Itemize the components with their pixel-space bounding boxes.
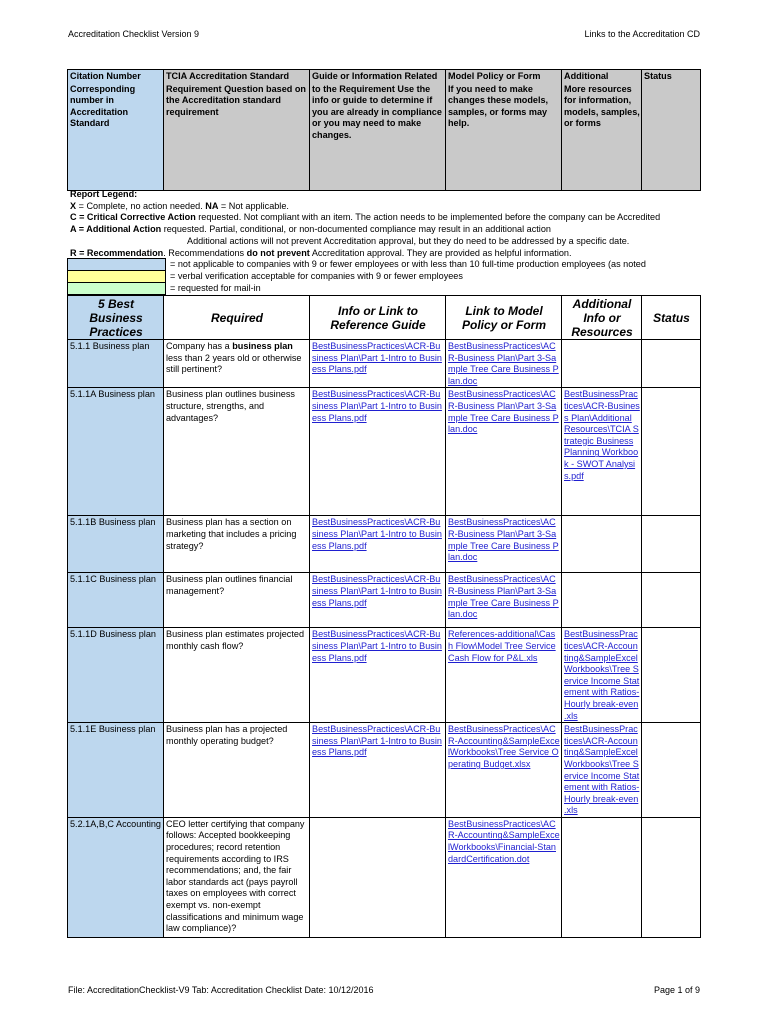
citation-cell: 5.1.1D Business plan (68, 628, 164, 723)
required-cell: Company has a business plan less than 2 years old or otherwise still pertinent? (164, 340, 310, 388)
status-cell[interactable] (642, 628, 701, 723)
citation-cell: 5.1.1C Business plan (68, 573, 164, 628)
col-required-header: Required (164, 296, 310, 340)
legend-swatch-yellow-text: = verbal verification acceptable for companies with 9 or fewer employees (170, 271, 463, 281)
table-row (68, 573, 701, 628)
info-link[interactable]: BestBusinessPractices\ACR-Business Plan\Part 1-Intro to Business Plans.pdf (312, 574, 442, 608)
info-link[interactable]: BestBusinessPractices\ACR-Business Plan\Part 1-Intro to Business Plans.pdf (312, 629, 442, 663)
guide-model-title: Model Policy or Form (446, 70, 562, 83)
model-link[interactable]: BestBusinessPractices\ACR-Business Plan\Part 3-Sample Tree Care Business Plan.doc (448, 389, 559, 435)
required-cell: Business plan estimates projected monthly cash flow? (164, 628, 310, 723)
guide-requirement-title: TCIA Accreditation Standard (164, 70, 310, 83)
guide-additional-title: Additional (562, 70, 642, 83)
checklist-table (67, 295, 701, 938)
legend-swatch-green (67, 282, 166, 295)
model-link[interactable]: BestBusinessPractices\ACR-Business Plan\Part 3-Sample Tree Care Business Plan.doc (448, 574, 559, 620)
table-row (68, 723, 701, 818)
col-model-header: Link to Model Policy or Form (446, 296, 562, 340)
guide-citation-title: Citation Number (68, 70, 164, 83)
guide-citation-desc: Corresponding number in Accreditation Standard (68, 83, 164, 191)
guide-info-desc: to the Requirement Use the info or guide to determine if you are already in compliance or you may need to make changes. (310, 83, 446, 191)
citation-cell: 5.1.1B Business plan (68, 516, 164, 573)
legend-swatch-blue (67, 258, 166, 271)
additional-link[interactable]: BestBusinessPractices\ACR-Accounting&SampleExcelWorkbooks\Tree Service Income Statement with Ratios-Hourly break-even .xls (564, 724, 640, 816)
legend-c-line: C = Critical Corrective Action requested. Not compliant with an item. The action needs to be implemented before the company can be Accredited (70, 212, 661, 223)
required-cell: Business plan has a projected monthly operating budget? (164, 723, 310, 818)
table-row (68, 516, 701, 573)
additional-cell (562, 340, 642, 388)
citation-cell: 5.1.1 Business plan (68, 340, 164, 388)
citation-cell: 5.1.1E Business plan (68, 723, 164, 818)
legend-swatch-blue-text: = not applicable to companies with 9 or fewer employees or with less than 10 full-time production employees (as noted (170, 259, 646, 269)
table-row (68, 817, 701, 937)
legend-a-line: A = Additional Action requested. Partial, conditional, or non-documented compliance may result in an additional action (70, 224, 551, 235)
citation-cell: 5.2.1A,B,C Accounting (68, 817, 164, 937)
required-cell: Business plan outlines business structure, strengths, and advantages? (164, 388, 310, 516)
col-additional-header: Additional Info or Resources (562, 296, 642, 340)
table-row (68, 388, 701, 516)
guide-status-title: Status (642, 70, 701, 83)
table-row (68, 340, 701, 388)
info-link[interactable]: BestBusinessPractices\ACR-Business Plan\Part 1-Intro to Business Plans.pdf (312, 517, 442, 551)
header-left: Accreditation Checklist Version 9 (68, 29, 200, 39)
info-link[interactable]: BestBusinessPractices\ACR-Business Plan\Part 1-Intro to Business Plans.pdf (312, 724, 442, 758)
info-cell (310, 817, 446, 937)
legend-swatch-green-text: = requested for mail-in (170, 283, 261, 293)
additional-cell (562, 817, 642, 937)
status-cell[interactable] (642, 573, 701, 628)
status-cell[interactable] (642, 388, 701, 516)
guide-additional-desc: More resources for information, models, samples, or forms (562, 83, 642, 191)
legend-r-line: R = Recommendation. Recommendations do not prevent Accreditation approval. They are provided as helpful information. (70, 247, 572, 258)
additional-link[interactable]: BestBusinessPractices\ACR-Business Plan\Additional Resources\TCIA Strategic Business Planning Workbook - SWOT Analysis.pdf (564, 389, 640, 481)
guide-model-desc: If you need to make changes these models, samples, or forms may help. (446, 83, 562, 191)
model-link[interactable]: References-additional\Cash Flow\Model Tree Service Cash Flow for P&L.xls (448, 629, 556, 663)
report-legend (70, 189, 710, 259)
table-row (68, 628, 701, 723)
model-link[interactable]: BestBusinessPractices\ACR-Business Plan\Part 3-Sample Tree Care Business Plan.doc (448, 341, 559, 386)
status-cell[interactable] (642, 817, 701, 937)
required-cell: Business plan has a section on marketing that includes a pricing strategy? (164, 516, 310, 573)
header-right: Links to the Accreditation CD (584, 29, 700, 39)
guide-status-desc (642, 83, 701, 191)
additional-link[interactable]: BestBusinessPractices\ACR-Accounting&SampleExcelWorkbooks\Tree Service Income Statement with Ratios-Hourly break-even .xls (564, 629, 640, 721)
required-cell: Business plan outlines financial management? (164, 573, 310, 628)
model-link[interactable]: BestBusinessPractices\ACR-Business Plan\Part 3-Sample Tree Care Business Plan.doc (448, 517, 559, 563)
info-link[interactable]: BestBusinessPractices\ACR-Business Plan\Part 1-Intro to Business Plans.pdf (312, 389, 442, 423)
legend-a-line2: Additional actions will not prevent Accreditation approval, but they do need to be addressed by a specific date. (187, 235, 630, 246)
model-link[interactable]: BestBusinessPractices\ACR-Accounting&SampleExcelWorkbooks\Tree Service Operating Budget.xlsx (448, 724, 560, 769)
page-number: Page 1 of 9 (653, 985, 700, 995)
section-title: 5 Best Business Practices (68, 296, 164, 340)
column-guide-table (67, 69, 701, 191)
additional-cell (562, 516, 642, 573)
status-cell[interactable] (642, 516, 701, 573)
col-info-header: Info or Link to Reference Guide (310, 296, 446, 340)
guide-info-title: Guide or Information Related (310, 70, 446, 83)
legend-x-line: X = Complete, no action needed. NA = Not applicable. (70, 200, 289, 211)
required-cell: CEO letter certifying that company follows: Accepted bookkeeping procedures; record retention requirements according to IRS recommendations; and, the fair labor standards act (pays payroll taxes on employees with correct exempt vs. non-exempt classifications and minimum wage law compliance)? (164, 817, 310, 937)
model-link[interactable]: BestBusinessPractices\ACR-Accounting&SampleExcelWorkbooks\Financial-StandardCertification.dot (448, 818, 560, 864)
col-status-header: Status (642, 296, 701, 340)
info-link[interactable]: BestBusinessPractices\ACR-Business Plan\Part 1-Intro to Business Plans.pdf (312, 341, 442, 375)
guide-requirement-desc: Requirement Question based on the Accreditation standard requirement (164, 83, 310, 191)
status-cell[interactable] (642, 340, 701, 388)
legend-swatch-yellow (67, 270, 166, 283)
citation-cell: 5.1.1A Business plan (68, 388, 164, 516)
status-cell[interactable] (642, 723, 701, 818)
legend-title: Report Legend: (70, 189, 138, 199)
footer-left: File: AccreditationChecklist-V9 Tab: Accreditation Checklist Date: 10/12/2016 (68, 985, 374, 995)
additional-cell (562, 573, 642, 628)
